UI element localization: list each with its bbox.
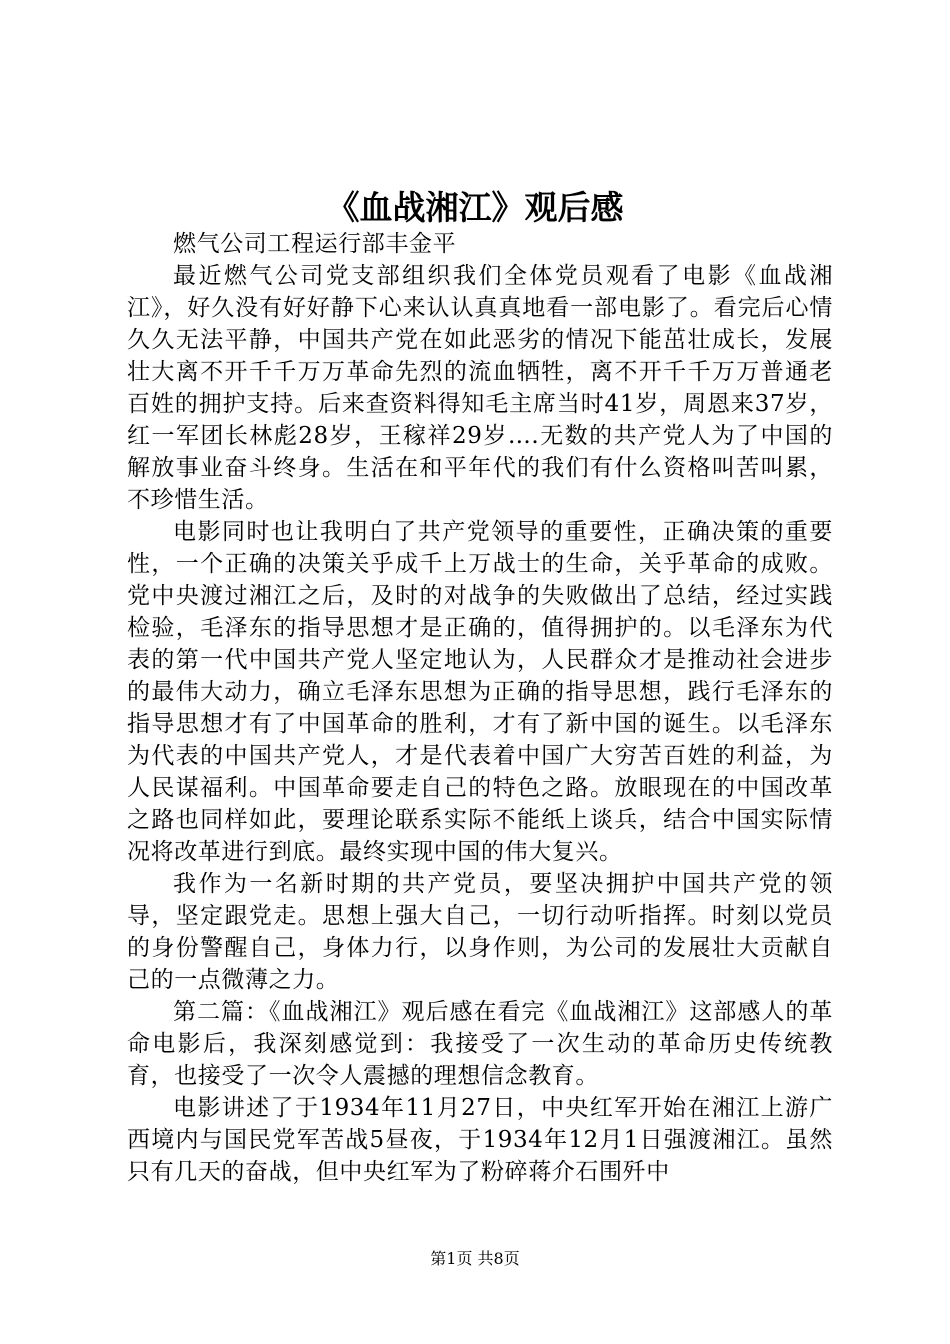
document-title: 《血战湘江》观后感 bbox=[326, 188, 624, 227]
paragraph: 第二篇：《血战湘江》观后感在看完《血战湘江》这部感人的革命电影后，我深刻感觉到：我接受了一次生动的革命历史传统教育，也接受了一次令人震撼的理想信念教育。 bbox=[127, 999, 833, 1089]
paragraph: 最近燃气公司党支部组织我们全体党员观看了电影《血战湘江》，好久没有好好静下心来认认真真地看一部电影了。看完后心情久久无法平静，中国共产党在如此恶劣的情况下能茁壮成长，发展壮大离不开千千万万革命先烈的流血牺牲，离不开千千万万普通老百姓的拥护支持。后来查资料得知毛主席当时41岁，周恩来37岁，红一军团长林彪28岁，王稼祥29岁….无数的共产党人为了中国的解放事业奋斗终身。生活在和平年代的我们有什么资格叫苦叫累，不珍惜生活。 bbox=[127, 263, 833, 513]
paragraph: 电影讲述了于1934年11月27日，中央红军开始在湘江上游广西境内与国民党军苦战5昼夜，于1934年12月1日强渡湘江。虽然只有几天的奋战，但中央红军为了粉碎蒋介石围歼中 bbox=[127, 1095, 833, 1185]
paragraph: 电影同时也让我明白了共产党领导的重要性，正确决策的重要性，一个正确的决策关乎成千上万战士的生命，关乎革命的成败。党中央渡过湘江之后，及时的对战争的失败做出了总结，经过实践检验，毛泽东的指导思想才是正确的，值得拥护的。以毛泽东为代表的第一代中国共产党人坚定地认为，人民群众才是推动社会进步的最伟大动力，确立毛泽东思想为正确的指导思想，践行毛泽东的指导思想才有了中国革命的胜利，才有了新中国的诞生。以毛泽东为代表的中国共产党人，才是代表着中国广大穷苦百姓的利益，为人民谋福利。中国革命要走自己的特色之路。放眼现在的中国改革之路也同样如此，要理论联系实际不能纸上谈兵，结合中国实际情况将改革进行到底。最终实现中国的伟大复兴。 bbox=[127, 519, 833, 865]
paragraph: 我作为一名新时期的共产党员，要坚决拥护中国共产党的领导，坚定跟党走。思想上强大自己，一切行动听指挥。时刻以党员的身份警醒自己，身体力行，以身作则，为公司的发展壮大贡献自己的一点微薄之力。 bbox=[127, 871, 833, 993]
author-line: 燃气公司工程运行部丰金平 bbox=[173, 231, 457, 257]
document-body bbox=[127, 228, 833, 1188]
page-footer: 第1页 共8页 bbox=[430, 1249, 520, 1268]
